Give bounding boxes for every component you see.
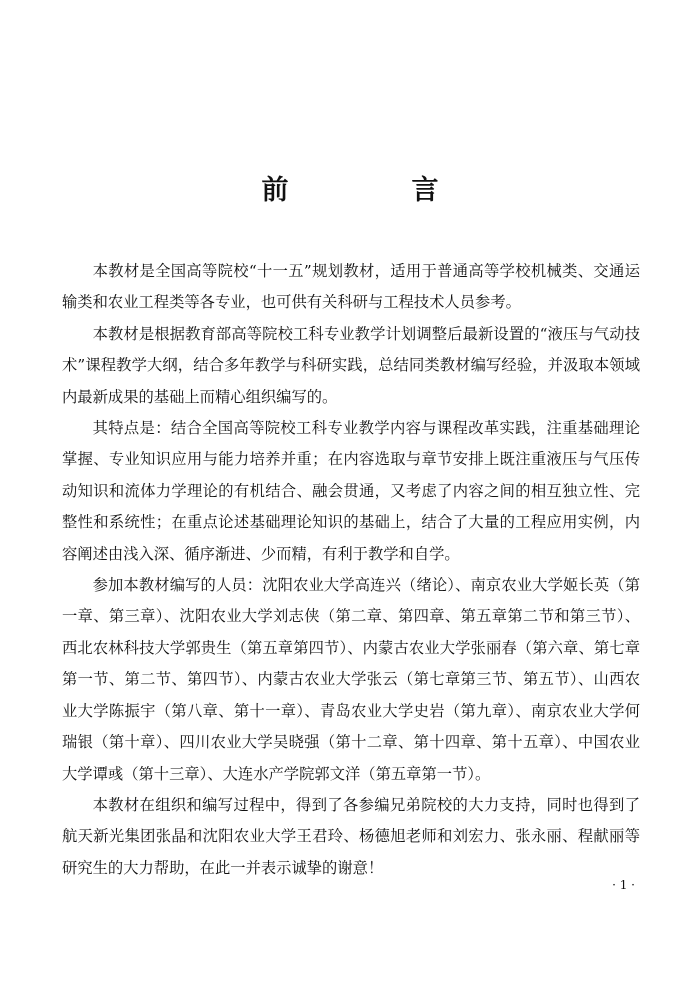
paragraph-acknowledgements: 本教材在组织和编写过程中，得到了各参编兄弟院校的大力支持，同时也得到了航天新光集团张晶和沈阳农业大学王君玲、杨德旭老师和刘宏力、张永丽、程献丽等研究生的大力帮助，在此一并表示诚挚的谢意！: [62, 795, 640, 877]
paragraph-authors: 参加本教材编写的人员：沈阳农业大学高连兴（绪论）、南京农业大学姬长英（第一章、第三章）、沈阳农业大学刘志侠（第二章、第四章、第五章第二节和第三节）、西北农林科技大学郭贵生（第五章第四节）、内蒙古农业大学张丽春（第六章、第七章第一节、第二节、第四节）、内蒙古农业大学张云（第七章第三节、第五节）、山西农业大学陈振宇（第八章、第十一章）、青岛农业大学史岩（第九章）、南京农业大学何瑞银（第十章）、四川农业大学吴晓强（第十二章、第十四章、第十五章）、中国农业大学谭彧（第十三章）、大连水产学院郭文洋（第五章第一节）。: [62, 576, 640, 783]
paragraph-features: 其特点是：结合全国高等院校工科专业教学内容与课程改革实践，注重基础理论掌握、专业知识应用与能力培养并重；在内容选取与章节安排上既注重液压与气压传动知识和流体力学理论的有机结合、融会贯通，又考虑了内容之间的相互独立性、完整性和系统性；在重点论述基础理论知识的基础上，结合了大量的工程应用实例，内容阐述由浅入深、循序渐进、少而精，有利于教学和自学。: [62, 419, 640, 563]
paragraph-scope: 本教材是全国高等院校“十一五”规划教材，适用于普通高等学校机械类、交通运输类和农业工程类等各专业，也可供有关科研与工程技术人员参考。: [62, 262, 640, 312]
page-title: 前 言: [261, 175, 487, 206]
preface-body: [62, 256, 640, 884]
paragraph-basis: 本教材是根据教育部高等院校工科专业教学计划调整后最新设置的“液压与气动技术”课程教学大纲，结合多年教学与科研实践，总结同类教材编写经验，并汲取本领域内最新成果的基础上而精心组织编写的。: [62, 324, 640, 406]
page-number: · 1 ·: [612, 878, 635, 892]
